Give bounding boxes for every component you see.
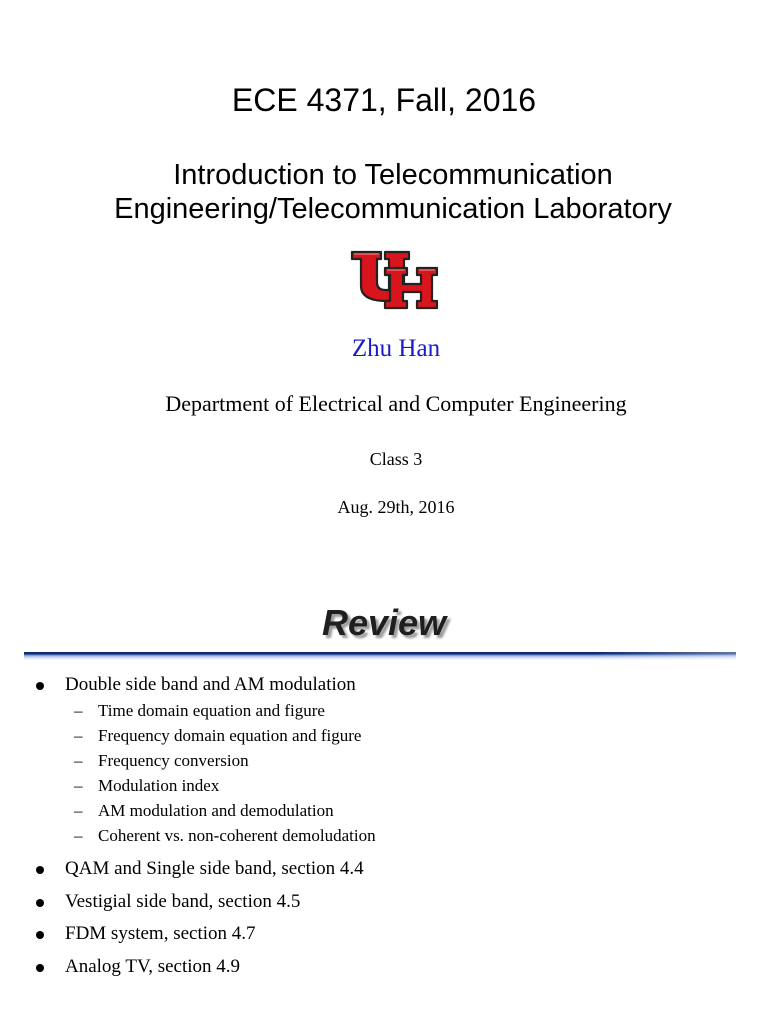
bullet-text: Analog TV, section 4.9 [65,956,241,977]
dash-icon: – [74,826,83,845]
subtitle-line-2: Engineering/Telecommunication Laboratory [114,193,672,225]
dash-icon: – [74,701,83,720]
dash-icon: – [74,751,83,770]
sub-bullet-text: AM modulation and demodulation [98,801,334,820]
course-subtitle [0,158,768,226]
title-divider [24,652,736,660]
dash-icon: – [74,726,83,745]
sub-bullet-text: Coherent vs. non-coherent demoludation [98,826,376,845]
bullet-text: Vestigial side band, section 4.5 [65,891,301,912]
sub-bullet-text: Frequency conversion [98,751,249,770]
bullet-dot-icon [36,899,44,907]
uh-logo-h [385,268,437,308]
dash-icon: – [74,801,83,820]
author-name: Zhu Han [351,335,441,362]
sub-bullet-text: Modulation index [98,776,220,795]
uh-logo-icon [349,246,439,312]
course-title: ECE 4371, Fall, 2016 [231,82,537,118]
review-title: Review [321,602,447,643]
class-number: Class 3 [369,449,423,469]
bullet-text: QAM and Single side band, section 4.4 [65,858,364,879]
sub-bullet-text: Frequency domain equation and figure [98,726,362,745]
lecture-date: Aug. 29th, 2016 [337,497,455,517]
bullet-dot-icon [36,964,44,972]
dash-icon: – [74,776,83,795]
bullet-text: FDM system, section 4.7 [65,923,256,944]
bullet-dot-icon [36,866,44,874]
bullet-text: Double side band and AM modulation [65,674,356,695]
department: Department of Electrical and Computer Engineering [165,391,627,416]
bullet-dot-icon [36,931,44,939]
subtitle-line-1: Introduction to Telecommunication [173,159,613,191]
bullet-dot-icon [36,682,44,690]
sub-bullet-text: Time domain equation and figure [98,701,325,720]
